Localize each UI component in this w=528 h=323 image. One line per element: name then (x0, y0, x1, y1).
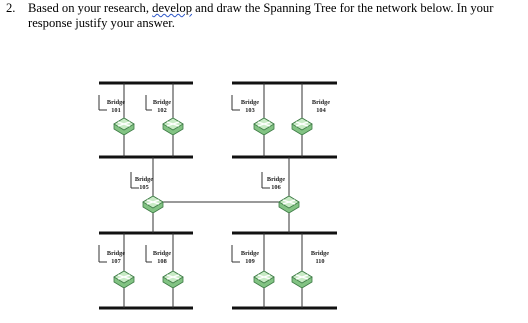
bridge-102[interactable] (153, 99, 183, 135)
bridge-104-label: Bridge (311, 99, 331, 106)
bridge-103-number: 103 (245, 107, 255, 114)
question-line-1-start: Based on your research, (28, 1, 153, 15)
bridge-110-icon (292, 271, 312, 288)
bridge-104[interactable] (292, 99, 330, 135)
bridge-106[interactable] (267, 176, 299, 213)
bridge-103-label: Bridge (240, 99, 260, 106)
bridge-106-icon (279, 196, 299, 213)
bridge-102-number: 102 (157, 107, 167, 114)
bridge-103[interactable] (241, 99, 274, 135)
bridge-107-number: 107 (111, 258, 121, 265)
bridges (107, 99, 330, 288)
bridge-104-icon (292, 118, 312, 135)
bridge-links (124, 83, 302, 308)
bridge-106-label: Bridge (266, 176, 286, 183)
bridge-109-number: 109 (245, 258, 255, 265)
bridge-108-label: Bridge (152, 250, 172, 257)
bridge-108[interactable] (153, 250, 183, 288)
bridge-102-icon (163, 118, 183, 135)
bridge-109-icon (254, 271, 274, 288)
bridge-101-icon (114, 118, 134, 135)
bridge-105-number: 105 (139, 184, 149, 191)
bridge-107-label: Bridge (106, 250, 126, 257)
bridge-110[interactable] (292, 250, 329, 288)
bridge-101[interactable] (107, 99, 134, 135)
bridge-110-label: Bridge (310, 250, 330, 257)
bridge-101-number: 101 (111, 107, 121, 114)
bridge-102-label: Bridge (152, 99, 172, 106)
bridge-109[interactable] (241, 250, 274, 288)
bridge-109-label: Bridge (240, 250, 260, 257)
bridge-107-icon (114, 271, 134, 288)
question-number: 2. (6, 1, 16, 15)
bridge-105-icon (143, 196, 163, 213)
bridge-103-icon (254, 118, 274, 135)
question-line-2: response justify your answer. (28, 16, 175, 30)
bridge-110-number: 110 (315, 258, 325, 265)
bridge-105-label: Bridge (134, 176, 154, 183)
question-line-1-end: and draw the Spanning Tree for the network below. In your (192, 1, 494, 15)
bridge-108-number: 108 (157, 258, 167, 265)
bridge-108-icon (163, 271, 183, 288)
bridge-105[interactable] (135, 176, 163, 213)
bridge-106-number: 106 (271, 184, 281, 191)
bridge-101-label: Bridge (106, 99, 126, 106)
bridge-104-number: 104 (316, 107, 326, 114)
spellcheck-flagged-word[interactable]: develop (152, 1, 193, 15)
bridge-107[interactable] (107, 250, 134, 288)
